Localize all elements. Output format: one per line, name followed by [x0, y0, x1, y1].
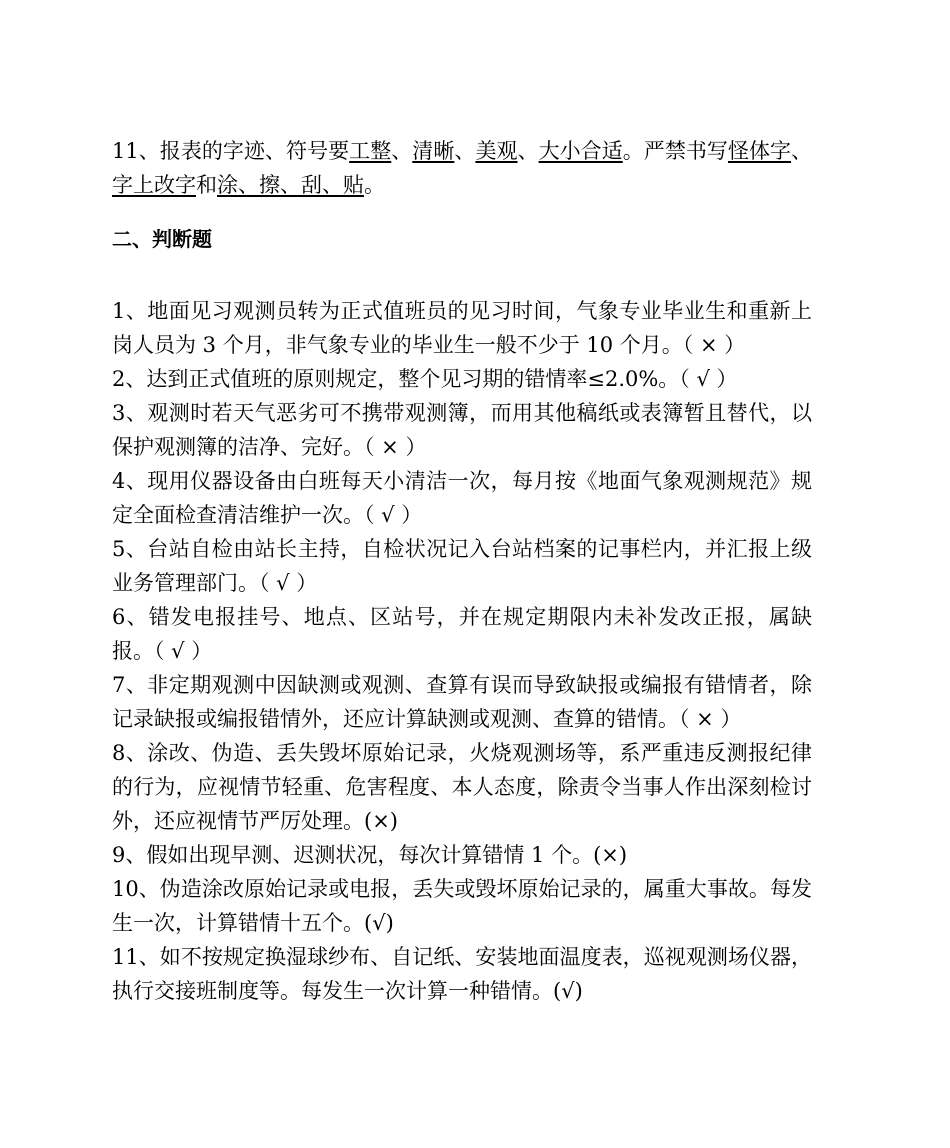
separator: 、 [791, 139, 813, 163]
answer-daxiaoheshi: 大小合适 [538, 139, 623, 163]
answer-guaitizi: 怪体字 [727, 139, 792, 163]
question-item: 2、达到正式值班的原则规定，整个见习期的错情率≤2.0%。（ √ ） [112, 367, 738, 391]
separator: 、 [517, 139, 539, 163]
answer-gongzheng: 工整 [349, 139, 392, 163]
item-11-prefix: 11、报表的字迹、符号要 [112, 139, 350, 163]
item-11-mid: 。严禁书写 [622, 139, 728, 163]
question-item: 8、涂改、伪造、丢失毁坏原始记录，火烧观测场等，系严重违反测报纪律的行为，应视情节轻重、危害程度、本人态度，除责令当事人作出深刻检讨外，还应视情节严厉处理。(×) [112, 741, 812, 833]
question-item: 6、错发电报挂号、地点、区站号，并在规定期限内未补发改正报，属缺报。（ √ ） [112, 605, 812, 663]
question-item: 1、地面见习观测员转为正式值班员的见习时间，气象专业毕业生和重新上岗人员为 3 个月，非气象专业的毕业生一般不少于 10 个月。（ × ） [112, 299, 812, 357]
question-item: 10、伪造涂改原始记录或电报，丢失或毁坏原始记录的，属重大事故。每发生一次，计算错情十五个。(√) [112, 877, 812, 935]
document-page [112, 134, 812, 1008]
answer-qingxi: 清晰 [412, 139, 455, 163]
question-item: 5、台站自检由站长主持，自检状况记入台站档案的记事栏内，并汇报上级业务管理部门。（ √ ） [112, 537, 812, 595]
answer-tucaguatie: 涂、擦、刮、贴 [217, 173, 364, 197]
question-item: 3、观测时若天气恶劣可不携带观测簿，而用其他稿纸或表簿暂且替代，以保护观测簿的洁净、完好。（ × ） [112, 401, 812, 459]
section-title: 二、判断题 [112, 227, 212, 251]
answer-meiguan: 美观 [475, 139, 518, 163]
fill-blank-item-11 [112, 134, 812, 202]
question-item: 4、现用仪器设备由白班每天小清洁一次，每月按《地面气象观测规范》规定全面检查清洁维护一次。（ √ ） [112, 469, 812, 527]
question-item: 7、非定期观测中因缺测或观测、查算有误而导致缺报或编报有错情者，除记录缺报或编报错情外，还应计算缺测或观测、查算的错情。（ × ） [112, 673, 812, 731]
answer-zishanggaizi: 字上改字 [112, 173, 196, 197]
question-item: 11、如不按规定换湿球纱布、自记纸、安装地面温度表，巡视观测场仪器，执行交接班制度等。每发生一次计算一种错情。(√) [112, 945, 812, 1003]
question-list [112, 294, 812, 1008]
separator: 、 [391, 139, 413, 163]
separator: 、 [454, 139, 476, 163]
item-11-end: 。 [364, 173, 385, 197]
conjunction: 和 [196, 173, 217, 197]
question-item: 9、假如出现早测、迟测状况，每次计算错情 1 个。(×) [112, 843, 628, 867]
